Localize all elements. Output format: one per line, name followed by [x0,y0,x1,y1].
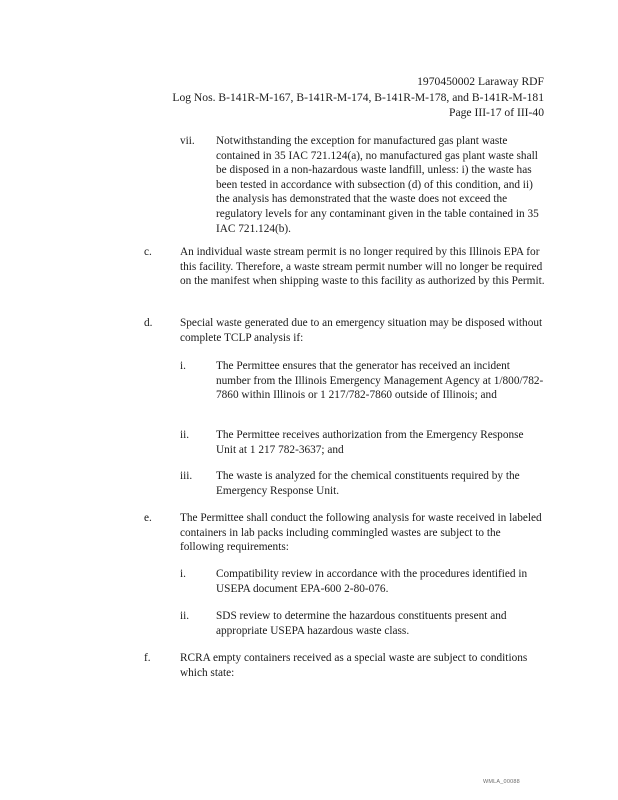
item-label: f. [144,652,151,664]
header-permit-line: 1970450002 Laraway RDF [417,75,544,88]
item-text: RCRA empty containers received as a special waste are subject to conditions which state: [180,652,528,679]
item-label: i. [180,360,186,372]
item-label: d. [144,317,153,329]
item-text: Special waste generated due to an emergency situation may be disposed without complete TCLP analysis if: [180,317,543,344]
item-text: The Permittee receives authorization from the Emergency Response Unit at 1 217 782-3637; and [216,429,524,456]
bates-stamp: WMLA_00088 [483,779,520,785]
header-log-numbers: Log Nos. B-141R-M-167, B-141R-M-174, B-141R-M-178, and B-141R-M-181 [172,90,544,104]
item-label: vii. [180,135,195,147]
item-text: The Permittee shall conduct the following analysis for waste received in labeled containers in lab packs including commingled wastes are subject to the following requirements: [180,512,542,554]
item-text: Notwithstanding the exception for manufactured gas plant waste contained in 35 IAC 721.124(a), no manufactured gas plant waste shall be disposed in a non-hazardous waste landfill, unless: i) the waste has been tested in accordance with subsection (d) of this condition, and ii) the analysis has demonstrated that the waste does not exceed the regulatory levels for any contaminant given in the table contained in 35 IAC 721.124(b). [216,135,539,235]
page-header [172,74,544,121]
item-text: An individual waste stream permit is no longer required by this Illinois EPA for this facility. Therefore, a waste stream permit number will no longer be required on the manifest when shipping waste to this facility as authorized by this Permit. [180,246,545,288]
item-text: Compatibility review in accordance with the procedures identified in USEPA document EPA-600 2-80-076. [216,568,528,595]
item-text: SDS review to determine the hazardous constituents present and appropriate USEPA hazardous waste class. [216,610,507,637]
header-page-number: Page III-17 of III-40 [449,106,544,119]
item-label: iii. [180,470,193,482]
item-label: i. [180,568,186,580]
item-text: The waste is analyzed for the chemical constituents required by the Emergency Response Unit. [216,470,520,497]
item-text: The Permittee ensures that the generator has received an incident number from the Illinois Emergency Management Agency at 1/800/782-7860 within Illinois or 1 217/782-7860 outside of Illinois; and [216,360,544,402]
item-label: e. [144,512,152,524]
item-label: ii. [180,610,190,622]
item-label: ii. [180,429,190,441]
item-label: c. [144,246,152,258]
